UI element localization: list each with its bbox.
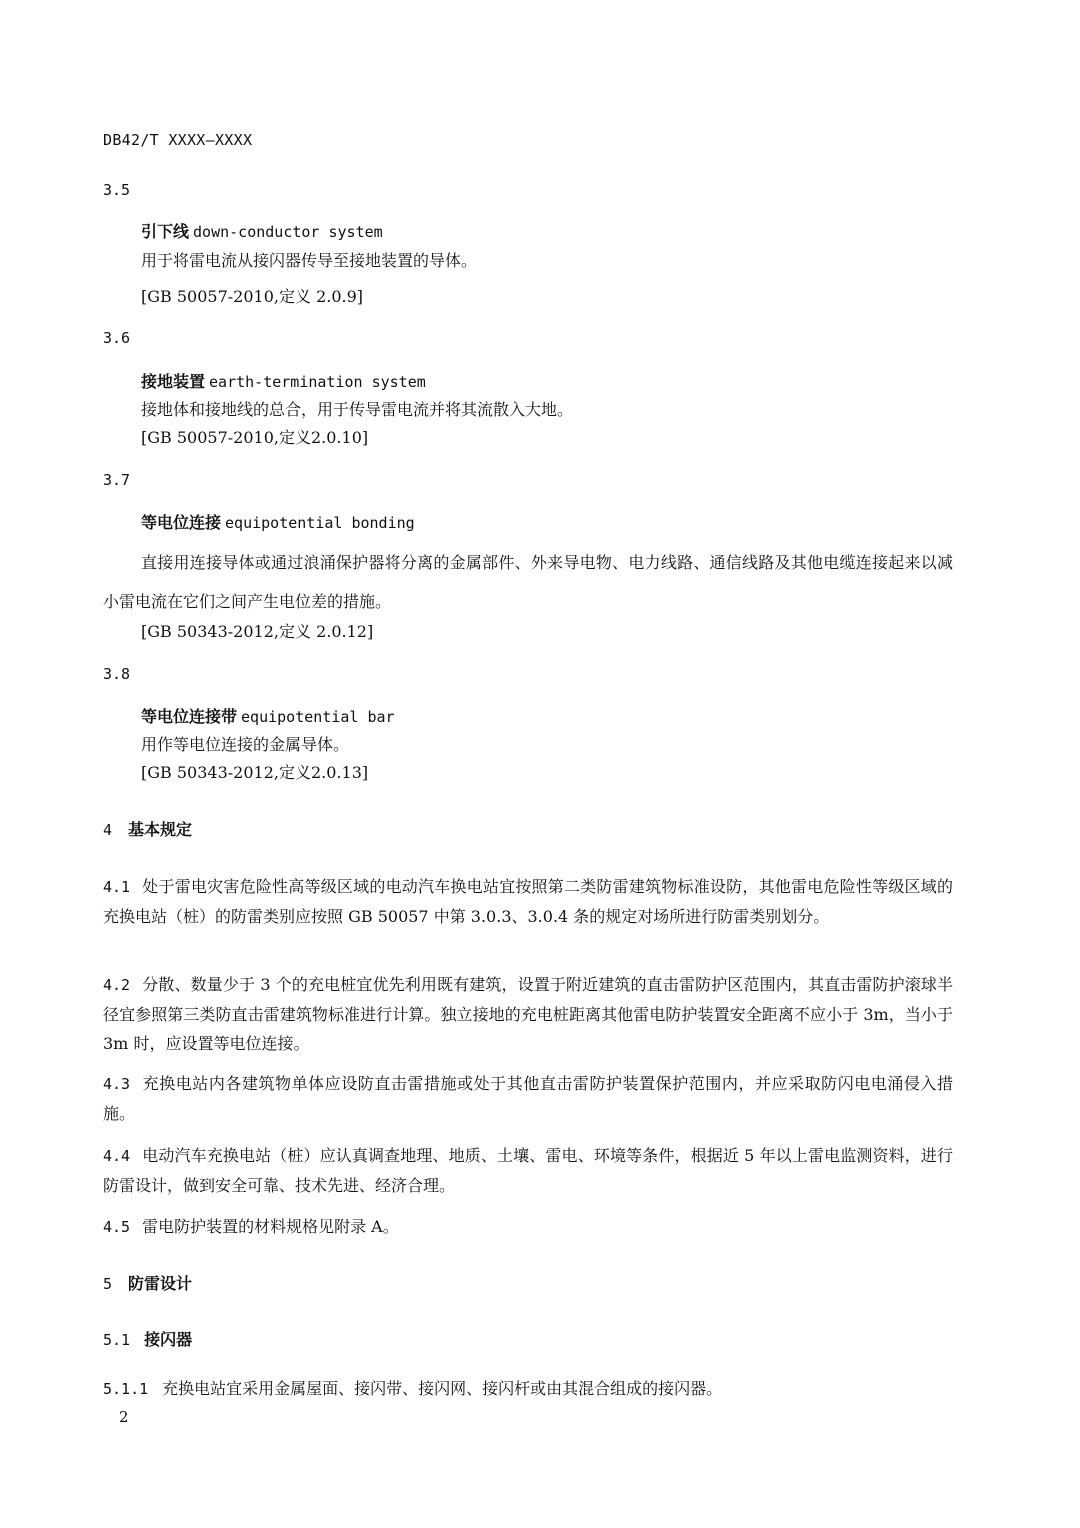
term-definition: 直接用连接导体或通过浪涌保护器将分离的金属部件、外来导电物、电力线路、通信线路及其他电缆连接起来以减小雷电流在它们之间产生电位差的措施。 <box>103 553 953 611</box>
clause-paragraph <box>103 1212 953 1242</box>
clause-text: 雷电防护装置的材料规格见附录 A。 <box>142 1217 399 1236</box>
term-en: earth-termination system <box>209 373 426 391</box>
section-heading <box>103 822 192 839</box>
term-source: [GB 50057-2010,定义 2.0.9] <box>141 287 364 306</box>
clause-paragraph <box>103 1069 953 1128</box>
term-source: [GB 50343-2012,定义2.0.13] <box>141 763 369 782</box>
term-definition: 用作等电位连接的金属导体。 <box>141 735 350 754</box>
term-definition: 用于将雷电流从接闪器传导至接地装置的导体。 <box>141 251 478 270</box>
clause-number: 4.2 <box>103 976 131 994</box>
term-heading <box>141 374 426 391</box>
clause-text: 电动汽车充换电站（桩）应认真调查地理、地质、土壤、雷电、环境等条件，根据近 5 年以上雷电监测资料，进行防雷设计，做到安全可靠、技术先进、经济合理。 <box>103 1146 953 1195</box>
term-definition: 接地体和接地线的总合，用于传导雷电流并将其流散入大地。 <box>141 400 574 419</box>
section-heading <box>103 1276 192 1293</box>
clause-number: 4.5 <box>103 1218 131 1236</box>
term-en: down-conductor system <box>193 223 383 241</box>
clause-number: 4.4 <box>103 1147 131 1165</box>
clause-number: 4.1 <box>103 878 131 896</box>
clause-paragraph <box>103 1374 953 1404</box>
section-title: 防雷设计 <box>128 1274 193 1293</box>
term-heading <box>141 515 415 532</box>
term-cn: 引下线 <box>141 222 190 241</box>
clause-text: 分散、数量少于 3 个的充电桩宜优先利用既有建筑，设置于附近建筑的直击雷防护区范围内，其直击雷防护滚球半径宜参照第三类防直击雷建筑物标准进行计算。独立接地的充电桩距离其他雷电防护装置安全距离不应小于 3m，当小于 3m 时，应设置等电位连接。 <box>103 975 953 1053</box>
page-number: 2 <box>119 1408 129 1426</box>
clause-text: 处于雷电灾害危险性高等级区域的电动汽车换电站宜按照第二类防雷建筑物标准设防，其他雷电危险性等级区域的充换电站（桩）的防雷类别应按照 GB 50057 中第 3.0.3、3.0.4 条的规定对场所进行防雷类别划分。 <box>103 877 953 926</box>
term-heading <box>141 709 395 726</box>
term-cn: 等电位连接带 <box>141 707 238 726</box>
subsection-heading <box>103 1332 192 1349</box>
subsection-title: 接闪器 <box>144 1330 193 1349</box>
term-source: [GB 50343-2012,定义 2.0.12] <box>141 622 374 641</box>
term-number: 3.8 <box>103 665 131 683</box>
term-cn: 接地装置 <box>141 372 206 391</box>
clause-text: 充换电站内各建筑物单体应设防直击雷措施或处于其他直击雷防护装置保护范围内，并应采取防闪电电涌侵入措施。 <box>103 1074 953 1123</box>
term-en: equipotential bar <box>241 708 395 726</box>
section-title: 基本规定 <box>128 820 193 839</box>
term-number: 3.7 <box>103 471 131 489</box>
clause-text: 充换电站宜采用金属屋面、接闪带、接闪网、接闪杆或由其混合组成的接闪器。 <box>162 1379 723 1398</box>
clause-paragraph <box>103 1141 953 1200</box>
section-number: 5 <box>103 1275 113 1293</box>
term-source: [GB 50057-2010,定义2.0.10] <box>141 428 369 447</box>
term-cn: 等电位连接 <box>141 513 222 532</box>
term-heading <box>141 224 383 241</box>
section-number: 4 <box>103 821 113 839</box>
clause-paragraph <box>103 970 953 1058</box>
document-id-header: DB42/T XXXX—XXXX <box>103 131 253 149</box>
term-en: equipotential bonding <box>225 514 415 532</box>
subsection-number: 5.1 <box>103 1331 131 1349</box>
clause-number: 4.3 <box>103 1075 131 1093</box>
term-number: 3.6 <box>103 329 131 347</box>
clause-number: 5.1.1 <box>103 1380 149 1398</box>
term-number: 3.5 <box>103 181 131 199</box>
clause-paragraph <box>103 872 953 931</box>
